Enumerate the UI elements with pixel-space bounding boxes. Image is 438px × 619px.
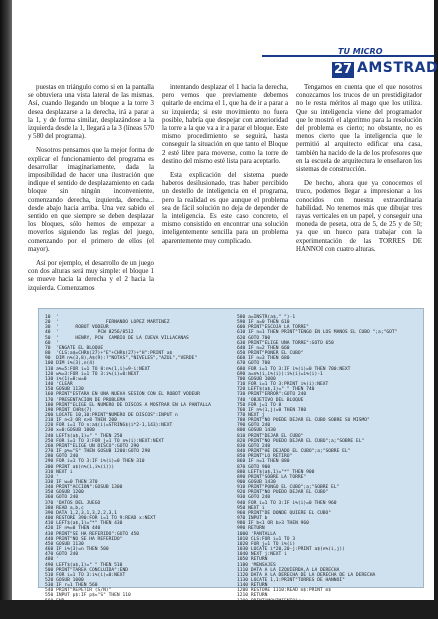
listing-line: 50 ' HENRY, PCW CAMBIO DE LA CUEVA VILLACANAS: [45, 335, 189, 341]
listing-line: 360 GOTO 240: [45, 495, 79, 501]
listing-line: 300 PRINT a$(n%(i,i%(i))): [45, 464, 115, 470]
listing-line: 60 ': [45, 340, 59, 346]
listing-column-left: [45, 315, 229, 604]
listing-line: 140 'CLEAR: [45, 382, 73, 388]
listing-line: 400 RESTORE 390:FOR i=1 TO 9:READ x:NEXT: [45, 516, 156, 522]
listing-line: 520 GOSUB 1000: [45, 577, 84, 583]
page-binding-shadow: [0, 0, 12, 600]
listing-line: 610 IF n=1 THEN PRINT"TENGO EN LOS MANOS EL CUBO ";a;"GOT": [237, 330, 398, 336]
listing-line: 650 PRINT"PONER EL CUBO": [237, 351, 304, 357]
listing-line: 660 IF n=3 THEN 680: [237, 356, 290, 362]
listing-line: 800 GOSUB 1430: [237, 428, 276, 434]
listing-line: 790 GOTO 240: [237, 423, 271, 429]
listing-line: 690 a=n%(i,i%(i)):i%(i)=i%(i)-1: [237, 371, 323, 377]
article-paragraph: Esta explicación del sistema puede haberos desilusionado, tras haber percibido un destello de inteligencia en el programa, pero la realidad es que aunque el problema sea de fácil solución no deja de depender de la inteligencia. Es este caso concreto, el mismo consistido en encontrar una solución inteligentemente sencilla para un problema aparentemente muy complicado.: [162, 172, 288, 245]
listing-line: 830 GOTO 240: [237, 443, 271, 449]
listing-line: 70 'ENGATE EL BLOQUE: [45, 345, 104, 351]
listing-line: 560 END: [45, 598, 65, 604]
magazine-page: [12, 0, 438, 619]
listing-line: 770 NEXT j: [237, 412, 265, 418]
article-paragraph: De hecho, ahora que ya conocemos el truco, podemos llegar a impresionar a los conocidos con nuestra extraordinaria habilidad. No tenemos más que dibujar tres rayas verticales en un papel, y conseguir una moneda de peseta, otra de 5, de 25 y de 50; ya que un hueco para trabajar con la experimentación de las TORRES DE HANNOI con cuatro alturas.: [296, 180, 422, 253]
listing-column-right: [237, 315, 421, 619]
article-paragraph: puestas en triángulo como si en la pantalla se obtuviera una vista lateral de las mismas. Así, cuando llegando un bloque a la torre 3 desea desplazarse a la derecha, irá a parar a la 1, y de forma similar, desplazándose a la izquierda desde la 1, llegará a la 3 (líneas 570 y 580 del programa).: [28, 84, 154, 141]
article-paragraph: intentando desplazar el 1 hacia la derecha, pero vemos que previamente debemos quitarle de encima el 1, que ha de ir a parar a su izquierda; si este movimiento no fuera posible, habría que despejar con anterioridad la torre a la que va a ir a parar el bloque. Este mismo procedimiento se seguirá, hasta conseguir la situación en que tanto el Bloque 2 esté libre para moverse, como la torre de destino del mismo esté lista para aceptarlo.: [162, 84, 288, 165]
listing-line: 820 PRINT"NO PUEDO DEJAR EL CUBO";a;"SOBRE EL": [237, 438, 365, 444]
listing-line: 630 PRINT"ELIGE UNA TORRE":GOTO 650: [237, 340, 334, 346]
listing-line: 1110 DATA A LA IZQUIERDA,A LA DERECHA: [237, 567, 340, 573]
listing-line: 950 NEXT i: [237, 505, 265, 511]
listing-line: 960 PRINT"DE DONDE QUIERE EL CUBO": [237, 510, 332, 516]
listing-line: 600 PRINT"ESCOJA LA TORRE": [237, 325, 309, 331]
listing-line: 1040 NEXT j:NEXT i: [237, 552, 287, 558]
listing-line: 890 PRINT"SOBRE LA TORRE": [237, 474, 307, 480]
listing-line: 1120 DATA A LA DERECHA DE LA DERECHA DE LA DERECHA: [237, 572, 376, 578]
listing-line: 10 ': [45, 315, 59, 320]
page-number: 27: [333, 62, 353, 77]
listing-line: 900 GOSUB 1430: [237, 480, 276, 485]
article-paragraph: Así por ejemplo, el desarrollo de un juego con dos alturas será muy simple: el bloque 1 se mueve hacia la derecha y el 2 hacia la izquierda. Comenzamos: [28, 260, 154, 292]
listing-line: 120 w%=3:FOR i=1 TO 3:i%(i)=0:NEXT: [45, 371, 140, 377]
listing-line: 30 ' ROBOT VODEUR: [45, 325, 109, 331]
listing-line: 80 'CLS:a$=CHR$(27)+"E"+CHR$(27)+"H":PRINT a$: [45, 351, 173, 357]
listing-line: 230 x=0:GOSUB 1000: [45, 428, 95, 434]
listing-line: 670 GOTO 700: [237, 361, 271, 367]
listing-line: 40 ' PCW 8256/8512: [45, 330, 134, 336]
listing-line: 980 IF b<1 OR b>3 THEN 960: [237, 521, 309, 527]
listing-line: 100 DIM i%(3),n(4): [45, 361, 95, 367]
listing-line: 940 FOR i=1 TO 3:IF i%(i)=0 THEN 960: [237, 500, 337, 506]
listing-line: 130 i%(1)=8:w=0: [45, 376, 87, 382]
listing-line: 110 a%=5:FOR i=1 TO 8:n%(1,i)=9-i:NEXT: [45, 366, 151, 372]
listing-line: 410 LEFT$(a$,1)="*" THEN 430: [45, 521, 123, 527]
listing-line: 640 IF n=2 THEN 660: [237, 345, 290, 351]
brand-small-label: TU MICRO: [338, 47, 383, 56]
article-column-3: [296, 84, 422, 260]
listing-line: 320 ': [45, 474, 59, 480]
brand-title: AMSTRAD: [357, 60, 438, 76]
listing-line: 1000 'PANTALLA: [237, 531, 276, 537]
listing-line: 590 IF a=0 THEN 610: [237, 320, 290, 326]
listing-line: 970 INPUT b: [237, 516, 268, 522]
page-header: [12, 0, 438, 84]
listing-line: 270 IF p%="S" THEN GOSUB 1200:GOTO 290: [45, 449, 151, 455]
listing-line: 170 'PRESENTACION DE PROBLEMA: [45, 397, 126, 403]
listing-line: 700 GOSUB 1000: [237, 376, 276, 382]
listing-line: 680 FOR i=1 TO 3:IF i%(i)=0 THEN 700:NEXT: [237, 366, 351, 372]
listing-line: 1050 RETURN: [237, 557, 268, 563]
listing-line: 810 PRINT"DEJAR EL CUBO": [237, 433, 304, 439]
listing-line: 850 PRINT"LO RETIRO": [237, 454, 293, 460]
listing-line: 450 GOSUB 1130: [45, 541, 84, 547]
listing-line: 880 LEFT$(a$,1)="*" THEN 900: [237, 469, 315, 475]
listing-line: 550 INPUT p$:IF p$="S" THEN 110: [45, 593, 131, 599]
listing-line: 1020 FOR j=1 TO i%(i): [237, 541, 296, 547]
listing-line: 290 FOR i=1 TO 3:IF i%(i)=0 THEN 310: [45, 459, 145, 465]
listing-line: 730 PRINT"ERROR":GOTO 240: [237, 392, 307, 398]
listing-line: 930 GOTO 240: [237, 495, 271, 501]
listing-line: 340 PRINT"ACCION":GOSUB 1300: [45, 485, 123, 491]
listing-line: 480 ': [45, 557, 59, 563]
listing-line: 710 FOR i=1 TO 3:PRINT i%(i):NEXT: [237, 382, 329, 388]
listing-line: 540 PRINT"REPETIR (S/N)": [45, 588, 112, 594]
article-body: [28, 84, 428, 304]
listing-line: 1010 CLS:FOR i=1 TO 3: [237, 536, 296, 542]
listing-line: 390 DATA 1,2,3,1,3,2,2,3,1: [45, 510, 117, 516]
listing-line: 370 'DATOS DEL JUEGO: [45, 500, 101, 506]
article-column-2: [162, 84, 288, 252]
article-column-1: [28, 84, 154, 299]
listing-line: 1140 RETURN: [237, 583, 268, 589]
listing-line: 330 IF w=0 THEN 370: [45, 480, 98, 485]
listing-line: 280 GOTO 240: [45, 454, 79, 460]
listing-line: 1130 LOCATE 1,1:PRINT"TORRES DE HANNOI": [237, 577, 345, 583]
listing-line: 620 GOTO 700: [237, 335, 271, 341]
listing-line: 1030 LOCATE i*20,20-j:PRINT a$(n%(i,j)): [237, 547, 345, 553]
listing-line: 20 ' FERNANDO LOPEZ MARTINEZ: [45, 320, 170, 326]
listing-line: 500 PRINT"TAREA CONCLUIDA":END: [45, 567, 128, 573]
program-listing: [38, 308, 424, 619]
listing-line: 530 IF r=1 THEN 560: [45, 583, 98, 589]
listing-line: 350 GOSUB 1200: [45, 490, 84, 496]
listing-line: 990 RETURN: [237, 526, 265, 532]
article-paragraph: Nosotros pensamos que la mejor forma de explicar el funcionamiento del programa es desarrollar imaginariamente, dada la imposibilidad de hacer una ilustración que indique el sentido de desplazamiento en cada bloque sin ningún inconveniente, comenzando derecha, izquierda, derecha... desde abajo hacia arriba. Una vez sabido el sentido en que siempre se deben desplazar los bloques, sólo hemos de empezar a moverlos siguiendo las reglas del juego, comenzando por el primero de ellos (el mayor).: [28, 147, 154, 253]
listing-line: 840 PRINT"HE DEJADO EL CUBO";a;"SOBRE EL": [237, 449, 351, 455]
listing-line: 250 FOR i=1 TO 3:FOR j=1 TO n%(i):NEXT:NEXT: [45, 438, 164, 444]
article-paragraph: Tengamos en cuenta que el que nosotros conozcamos los trucos de un prestidigitador no le resta méritos al mago que los utiliza. Que su inteligencia viene del programador que le mostró el algoritmo para la resolución del problema es cierto; no obstante, no es menos cierto que la inteligencia que le permitió al arquitecto edificar una casa, también ha nacido de la de los profesores que en la escuela de arquitectura le enseñaron los sistemas de construcción.: [296, 84, 422, 174]
listing-line: 470 GOTO 240: [45, 552, 79, 558]
listing-line: 1300 PRINT"MOVIMIENTO";w: [237, 598, 304, 604]
listing-line: 720 LEFT$(a$,1)=" " THEN 740: [237, 387, 315, 393]
listing-line: 220 FOR i=1 TO n:a$(i)=STRING$(i*2-1,143):NEXT: [45, 423, 173, 429]
listing-line: 750 FOR j=1 TO 8: [237, 402, 282, 408]
listing-line: 1430 PRINT"PULSA UNA TECLA":CALL &BB18: [237, 608, 343, 614]
listing-line: 870 GOTO 900: [237, 464, 271, 470]
listing-line: 200 LOCATE 10,10:PRINT"NUMERO DE DISCOS":INPUT n: [45, 412, 178, 418]
listing-line: 160 PRINT"ESTARA EN UNA NUEVA SESION CON EL ROBOT VODEUR: [45, 392, 200, 398]
listing-line: 490 LEFT$(a$,1)=" " THEN 510: [45, 562, 123, 568]
listing-line: 90 DIM n%(3,8),A$(9):?"NOTAS","NIVELES","AZUL","VERDE": [45, 356, 198, 362]
listing-line: 380 READ a,b,c: [45, 505, 84, 511]
listing-line: 430 PRINT"SE HA REFERIDO":GOTO 450: [45, 531, 140, 537]
listing-line: 1210 RETURN: [237, 593, 268, 599]
listing-line: 1200 RESTORE 1110:READ m$:PRINT m$: [237, 588, 332, 594]
listing-line: 440 PRINT"NO SE HA REFERIDO": [45, 536, 123, 542]
listing-line: 860 IF n=1 THEN 880: [237, 459, 290, 465]
listing-line: 780 PRINT"NO PUEDE DEJAR EL CUBO SOBRE SU MISMO": [237, 418, 370, 424]
listing-line: 310 NEXT i: [45, 469, 73, 475]
listing-line: 510 FOR i=1 TO 3:i%(i)=0:NEXT: [45, 572, 126, 578]
listing-line: 760 IF n%(1,j)=0 THEN 780: [237, 407, 307, 413]
listing-line: 740 'OBJETIVO DEL BLOQUE: [237, 397, 304, 403]
listing-line: 260 PRINT"ELIGE UN DISCO":GOTO 290: [45, 443, 140, 449]
listing-line: 920 PRINT"NO PUEDO DEJAR EL CUBO": [237, 490, 329, 496]
listing-line: 150 GOSUB 1130: [45, 387, 84, 393]
listing-line: 180 PRINT"ELIGE EL NUMERO DE DISCOS A MOSTRAR EN LA PANTALLA: [45, 402, 211, 408]
listing-line: 420 IF n%=0 THEN 440: [45, 526, 101, 532]
listing-line: 240 LEFT$(a$,1)=" " THEN 250: [45, 433, 123, 439]
listing-line: 580 a=INSTR(a$," ")-1: [237, 315, 296, 320]
listing-line: 1100 'MENSAJES: [237, 562, 276, 568]
listing-line: 1310 RETURN: [237, 603, 268, 609]
listing-line: 460 IF i%(3)=n THEN 500: [45, 547, 109, 553]
listing-line: 1440 RETURN: [237, 614, 268, 619]
listing-line: 190 PRINT CHR$(7): [45, 407, 93, 413]
listing-line: 910 PRINT"PONGO EL CUBO";a;"SOBRE EL": [237, 485, 340, 491]
listing-line: 210 IF n<3 OR n>8 THEN 200: [45, 418, 117, 424]
